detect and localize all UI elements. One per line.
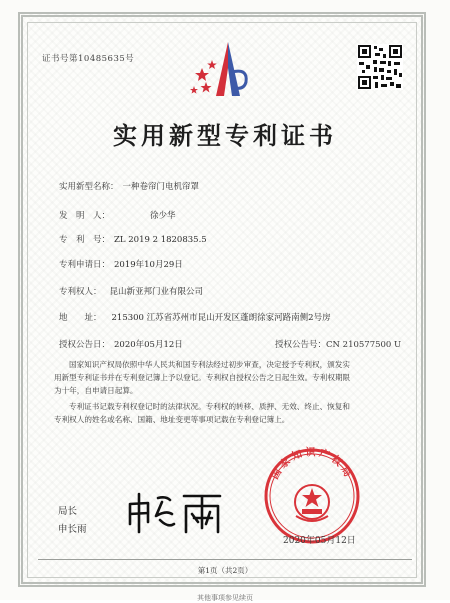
- address-value: 215300 江苏省苏州市昆山开发区蓬朗徐家河路南侧2号房: [111, 313, 331, 323]
- patent-number-label: 专 利 号：: [59, 235, 111, 245]
- grant-date-value: 2020年05月12日: [114, 340, 183, 350]
- patentee-label: 专利权人：: [59, 287, 102, 297]
- inventor-row: [59, 209, 176, 221]
- patentee-row: [59, 285, 203, 297]
- page-number: 第1页（共2页）: [197, 566, 253, 575]
- signatory: [58, 503, 87, 539]
- grant-row: [59, 338, 402, 350]
- national-emblem-seal-icon: [262, 446, 362, 546]
- grant-number-label: 授权公告号：: [275, 340, 327, 350]
- grant-date-label: 授权公告日：: [59, 340, 111, 350]
- certificate-number: 证书号第10485635号: [42, 54, 135, 64]
- application-date-row: [59, 258, 183, 270]
- page-footer: [0, 565, 450, 576]
- signatory-role: 局长: [58, 506, 78, 517]
- certificate-body: [54, 358, 354, 429]
- patent-number-row: [59, 233, 207, 245]
- grant-number-value: CN 210577500 U: [326, 340, 402, 350]
- address-row: [59, 311, 331, 323]
- body-paragraph-1: 国家知识产权局依照中华人民共和国专利法经过初步审查，决定授予专利权，颁发实用新型专利证书并在专利登记簿上予以登记。专利权自授权公告之日起生效。专利权期限为十年，自申请日起算。: [54, 360, 351, 395]
- handwritten-signature: [122, 488, 230, 536]
- svg-text:国家知识产权局: [268, 446, 356, 481]
- inventor-value: 徐少华: [150, 211, 176, 221]
- body-paragraph-2: 专利证书记载专利权登记时的法律状况。专利权的转移、质押、无效、终止、恢复和专利权人的姓名或名称、国籍、地址变更等事项记载在专利登记簿上。: [54, 402, 350, 424]
- utility-model-name-label: 实用新型名称：: [59, 182, 119, 192]
- continuation-hint: 其他事项参见续页: [197, 594, 253, 602]
- inventor-label: 发 明 人：: [59, 211, 111, 221]
- cnipa-logo-icon: [188, 38, 260, 106]
- footer-divider: [38, 559, 412, 560]
- address-label: 地 址：: [59, 313, 102, 323]
- certificate-title: 实用新型专利证书: [113, 121, 337, 150]
- patentee-value: 昆山新亚邦门业有限公司: [109, 287, 204, 297]
- qr-code-icon: [357, 44, 403, 90]
- utility-model-name-value: 一种卷帘门电机帘罩: [122, 182, 200, 192]
- grant-number: [275, 338, 401, 350]
- application-date-value: 2019年10月29日: [114, 260, 183, 270]
- signatory-name: 申长雨: [58, 524, 87, 535]
- patent-number-value: ZL 2019 2 1820835.5: [114, 235, 207, 245]
- utility-model-name-row: [59, 180, 199, 192]
- seal-text: 国家知识产权局: [269, 447, 355, 482]
- application-date-label: 专利申请日：: [59, 260, 111, 270]
- seal-date: 2020年05月12日: [283, 536, 356, 546]
